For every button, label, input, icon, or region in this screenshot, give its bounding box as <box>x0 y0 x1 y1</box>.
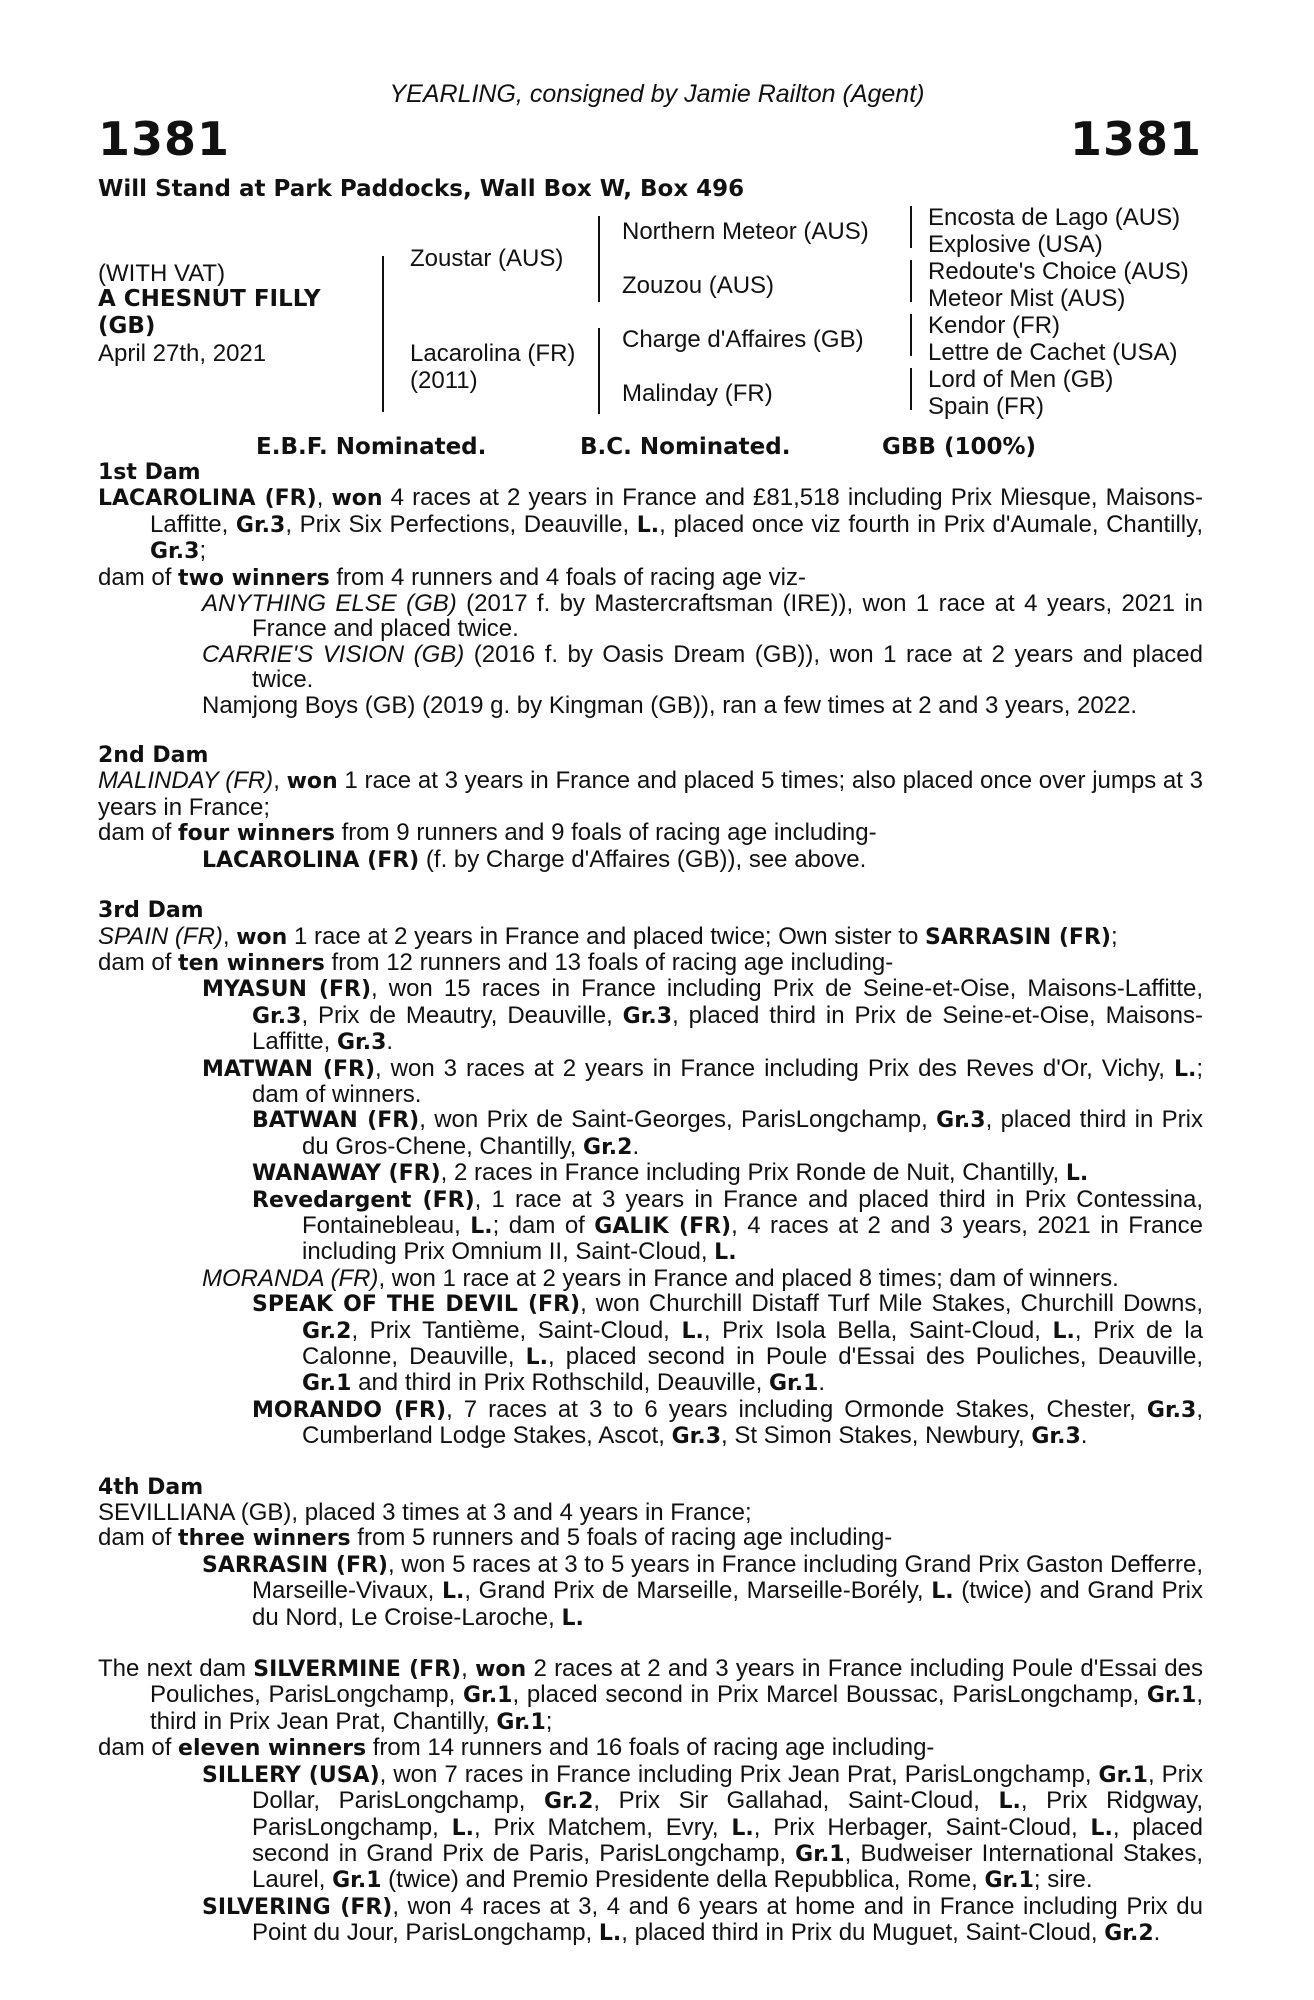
pedigree-brace-sire <box>598 216 600 302</box>
catalogue-body <box>98 460 1203 1947</box>
pedigree-brace-dam <box>598 328 600 414</box>
gbb-status: GBB (100%) <box>882 434 1037 460</box>
ped-dsd: Lettre de Cachet (USA) <box>928 339 1178 366</box>
dam-year: (2011) <box>410 367 478 394</box>
produce-speak-of-the-devil: SPEAK OF THE DEVIL (FR), won Churchill Distaff Turf Mile Stakes, Churchill Downs, Gr.2, Prix Tantième, Saint-Cloud, L., Prix Isola Bella, Saint-Cloud, L., Prix de la Calonne, Deauville, L., placed second in Poule d'Essai des Pouliches, Deauville, Gr.1 and third in Prix Rothschild, Deauville, Gr.1. <box>252 1290 1204 1397</box>
produce-anything-else: ANYTHING ELSE (GB) (2017 f. by Mastercraftsman (IRE)), won 1 race at 4 years, 2021 in France and placed twice. <box>202 590 1203 643</box>
second-dam-heading: 2nd Dam <box>98 743 209 769</box>
second-dam-produce-intro: dam of four winners from 9 runners and 9 foals of racing age including- <box>98 819 877 847</box>
bc-nomination: B.C. Nominated. <box>580 434 791 460</box>
first-dam-record: LACAROLINA (FR), won 4 races at 2 years in France and £81,518 including Prix Miesque, Maisons-Laffitte, Gr.3, Prix Six Perfections, Deauville, L., placed once viz fourth in Prix d'Aumale, Chantilly, Gr.3; <box>98 484 1204 565</box>
produce-sarrasin: SARRASIN (FR), won 5 races at 3 to 5 years in France including Grand Prix Gaston Defferre, Marseille-Vivaux, L., Grand Prix de Marseille, Marseille-Borély, L. (twice) and Grand Prix du Nord, Le Croise-Laroche, L. <box>202 1550 1204 1631</box>
ped-ssd: Explosive (USA) <box>928 231 1103 258</box>
produce-lacarolina: LACAROLINA (FR) (f. by Charge d'Affaires (GB)), see above. <box>202 845 867 873</box>
produce-namjong-boys: Namjong Boys (GB) (2019 g. by Kingman (GB)), ran a few times at 2 and 3 years, 2022. <box>202 691 1138 719</box>
third-dam-produce-intro: dam of ten winners from 12 runners and 13 foals of racing age including- <box>98 948 894 976</box>
produce-matwan: MATWAN (FR), won 3 races at 2 years in France including Prix des Reves d'Or, Vichy, L.; dam of winners. <box>202 1054 1203 1108</box>
sire-name: Zoustar (AUS) <box>410 245 564 272</box>
second-dam-record: MALINDAY (FR), won 1 race at 3 years in France and placed 5 times; also placed once over jumps at 3 years in France; <box>98 767 1204 821</box>
produce-silvering: SILVERING (FR), won 4 races at 3, 4 and 6 years at home and in France including Prix du Point du Jour, ParisLongchamp, L., placed third in Prix du Muguet, Saint-Cloud, Gr.2. <box>202 1892 1203 1947</box>
ped-sss: Encosta de Lago (AUS) <box>928 204 1181 231</box>
sire-dam: Zouzou (AUS) <box>622 272 775 299</box>
third-dam-heading: 3rd Dam <box>98 898 204 924</box>
dam-sire: Charge d'Affaires (GB) <box>622 326 864 353</box>
pedigree-brace-main <box>382 256 384 412</box>
produce-myasun: MYASUN (FR), won 15 races in France including Prix de Seine-et-Oise, Maisons-Laffitte, Gr.3, Prix de Meautry, Deauville, Gr.3, placed third in Prix de Seine-et-Oise, Maisons-Laffitte, Gr.3. <box>202 975 1203 1056</box>
fourth-dam-record: SEVILLIANA (GB), placed 3 times at 3 and 4 years in France; <box>98 1499 752 1527</box>
first-dam-heading: 1st Dam <box>98 460 201 485</box>
ped-sds: Redoute's Choice (AUS) <box>928 258 1189 285</box>
vat-note: (WITH VAT) <box>98 260 226 287</box>
produce-batwan: BATWAN (FR), won Prix de Saint-Georges, ParisLongchamp, Gr.3, placed third in Prix du Gros-Chene, Chantilly, Gr.2. <box>252 1106 1203 1160</box>
lot-number-left: 1381 <box>98 112 231 166</box>
pedigree-brace-2 <box>910 260 912 302</box>
fourth-dam-heading: 4th Dam <box>98 1474 204 1500</box>
pedigree-brace-1 <box>910 206 912 248</box>
third-dam-record: SPAIN (FR), won 1 race at 2 years in France and placed twice; Own sister to SARRASIN (FR); <box>98 922 1118 950</box>
produce-moranda: MORANDA (FR), won 1 race at 2 years in France and placed 8 times; dam of winners. <box>202 1264 1119 1292</box>
next-dam-record: The next dam SILVERMINE (FR), won 2 races at 2 and 3 years in France including Poule d'Essai des Pouliches, ParisLongchamp, Gr.1, placed second in Prix Marcel Boussac, ParisLongchamp, Gr.1, third in Prix Jean Prat, Chantilly, Gr.1; <box>98 1655 1204 1735</box>
next-dam-produce-intro: dam of eleven winners from 14 runners and 16 foals of racing age including- <box>98 1734 935 1762</box>
ped-ddd: Spain (FR) <box>928 393 1045 420</box>
ebf-nomination: E.B.F. Nominated. <box>256 434 487 460</box>
ped-dds: Lord of Men (GB) <box>928 366 1114 393</box>
produce-sillery: SILLERY (USA), won 7 races in France including Prix Jean Prat, ParisLongchamp, Gr.1, Prix Dollar, ParisLongchamp, Gr.2, Prix Sir Gallahad, Saint-Cloud, L., Prix Ridgway, ParisLongchamp, L., Prix Matchem, Evry, L., Prix Herbager, Saint-Cloud, L., placed second in Grand Prix de Paris, ParisLongchamp, Gr.1, Budweiser International Stakes, Laurel, Gr.1 (twice) and Premio Presidente della Repubblica, Rome, Gr.1; sire. <box>202 1760 1204 1894</box>
ped-sdd: Meteor Mist (AUS) <box>928 285 1126 312</box>
dam-dam: Malinday (FR) <box>622 380 773 407</box>
dam-name: Lacarolina (FR) <box>410 340 576 367</box>
produce-carries-vision: CARRIE'S VISION (GB) (2016 f. by Oasis Dream (GB)), won 1 race at 2 years and placed twice. <box>202 640 1203 694</box>
produce-wanaway: WANAWAY (FR), 2 races in France including Prix Ronde de Nuit, Chantilly, L. <box>252 1159 1089 1187</box>
ped-dss: Kendor (FR) <box>928 312 1061 339</box>
first-dam-produce-intro: dam of two winners from 4 runners and 4 foals of racing age viz- <box>98 563 806 591</box>
pedigree-brace-3 <box>910 314 912 356</box>
foaling-date: April 27th, 2021 <box>98 340 267 367</box>
horse-country: (GB) <box>98 313 156 339</box>
stand-location: Will Stand at Park Paddocks, Wall Box W, Box 496 <box>98 176 745 202</box>
sire-sire: Northern Meteor (AUS) <box>622 218 869 245</box>
fourth-dam-produce-intro: dam of three winners from 5 runners and 5 foals of racing age including- <box>98 1524 893 1552</box>
lot-number-right: 1381 <box>1069 112 1202 166</box>
horse-name: A CHESNUT FILLY <box>98 286 321 312</box>
pedigree-brace-4 <box>910 368 912 410</box>
catalogue-subtitle: YEARLING, consigned by Jamie Railton (Agent) <box>389 80 925 108</box>
produce-morando: MORANDO (FR), 7 races at 3 to 6 years including Ormonde Stakes, Chester, Gr.3, Cumberland Lodge Stakes, Ascot, Gr.3, St Simon Stakes, Newbury, Gr.3. <box>252 1395 1203 1450</box>
produce-revedargent: Revedargent (FR), 1 race at 3 years in France and placed third in Prix Contessina, Fontainebleau, L.; dam of GALIK (FR), 4 races at 2 and 3 years, 2021 in France including Prix Omnium II, Saint-Cloud, L. <box>252 1185 1203 1266</box>
